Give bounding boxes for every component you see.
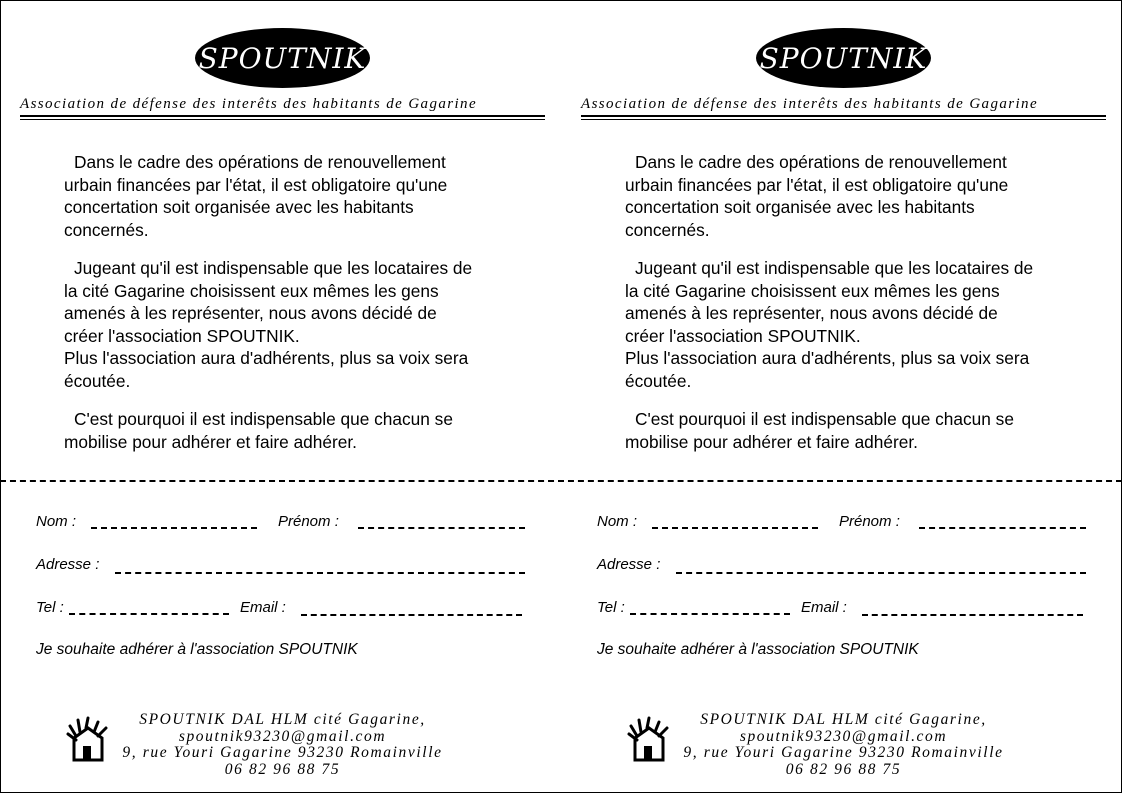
tagline: Association de défense des interêts des habitants de Gagarine: [20, 96, 545, 117]
spoutnik-logo: SPOUTNIK: [756, 28, 931, 88]
email-field[interactable]: [301, 614, 522, 616]
nom-field[interactable]: [652, 527, 818, 529]
tagline: Association de défense des interêts des habitants de Gagarine: [581, 96, 1106, 117]
footer-contact: SPOUTNIK DAL HLM cité Gagarine, spoutnik93230@gmail.com 9, rue Youri Gagarine 93230 Romainville 06 82 96 88 75: [122, 711, 443, 778]
nom-field[interactable]: [91, 527, 257, 529]
nom-label: Nom :: [597, 513, 638, 530]
footer-contact: SPOUTNIK DAL HLM cité Gagarine, spoutnik93230@gmail.com 9, rue Youri Gagarine 93230 Romainville 06 82 96 88 75: [683, 711, 1004, 778]
adhere-statement: Je souhaite adhérer à l'association SPOUTNIK: [36, 641, 358, 658]
tel-field[interactable]: [69, 613, 229, 615]
adhere-statement: Je souhaite adhérer à l'association SPOUTNIK: [597, 641, 919, 658]
email-label: Email :: [801, 599, 847, 616]
email-label: Email :: [240, 599, 286, 616]
email-field[interactable]: [862, 614, 1083, 616]
tagline-underline: [581, 119, 1106, 120]
flyer-right: [561, 0, 1122, 793]
tel-field[interactable]: [630, 613, 790, 615]
tel-label: Tel :: [36, 599, 64, 616]
prenom-field[interactable]: [358, 527, 525, 529]
adresse-field[interactable]: [676, 572, 1086, 574]
prenom-label: Prénom :: [278, 513, 339, 530]
nom-label: Nom :: [36, 513, 77, 530]
paragraph-2: Jugeant qu'il est indispensable que les locataires de la cité Gagarine choisissent eux mêmes les gens amenés à les représenter, nous avons décidé de créer l'association SPOUTNIK. Plus l'association aura d'adhérents, plus sa voix sera écoutée.: [64, 258, 473, 391]
adresse-label: Adresse :: [597, 556, 661, 573]
prenom-label: Prénom :: [839, 513, 900, 530]
spoutnik-logo: SPOUTNIK: [195, 28, 370, 88]
paragraph-1: Dans le cadre des opérations de renouvellement urbain financées par l'état, il est obligatoire qu'une concertation soit organisée avec les habitants concernés.: [625, 152, 1009, 240]
adresse-field[interactable]: [115, 572, 525, 574]
paragraph-3: C'est pourquoi il est indispensable que chacun se mobilise pour adhérer et faire adhérer.: [64, 409, 453, 452]
tagline-underline: [20, 119, 545, 120]
paragraph-2: Jugeant qu'il est indispensable que les locataires de la cité Gagarine choisissent eux mêmes les gens amenés à les représenter, nous avons décidé de créer l'association SPOUTNIK. Plus l'association aura d'adhérents, plus sa voix sera écoutée.: [625, 258, 1034, 391]
tel-label: Tel :: [597, 599, 625, 616]
adresse-label: Adresse :: [36, 556, 100, 573]
prenom-field[interactable]: [919, 527, 1086, 529]
cut-line: [0, 480, 1122, 482]
paragraph-1: Dans le cadre des opérations de renouvellement urbain financées par l'état, il est obligatoire qu'une concertation soit organisée avec les habitants concernés.: [64, 152, 448, 240]
body-text: [64, 151, 524, 469]
paragraph-3: C'est pourquoi il est indispensable que chacun se mobilise pour adhérer et faire adhérer.: [625, 409, 1014, 452]
body-text: [625, 151, 1085, 469]
